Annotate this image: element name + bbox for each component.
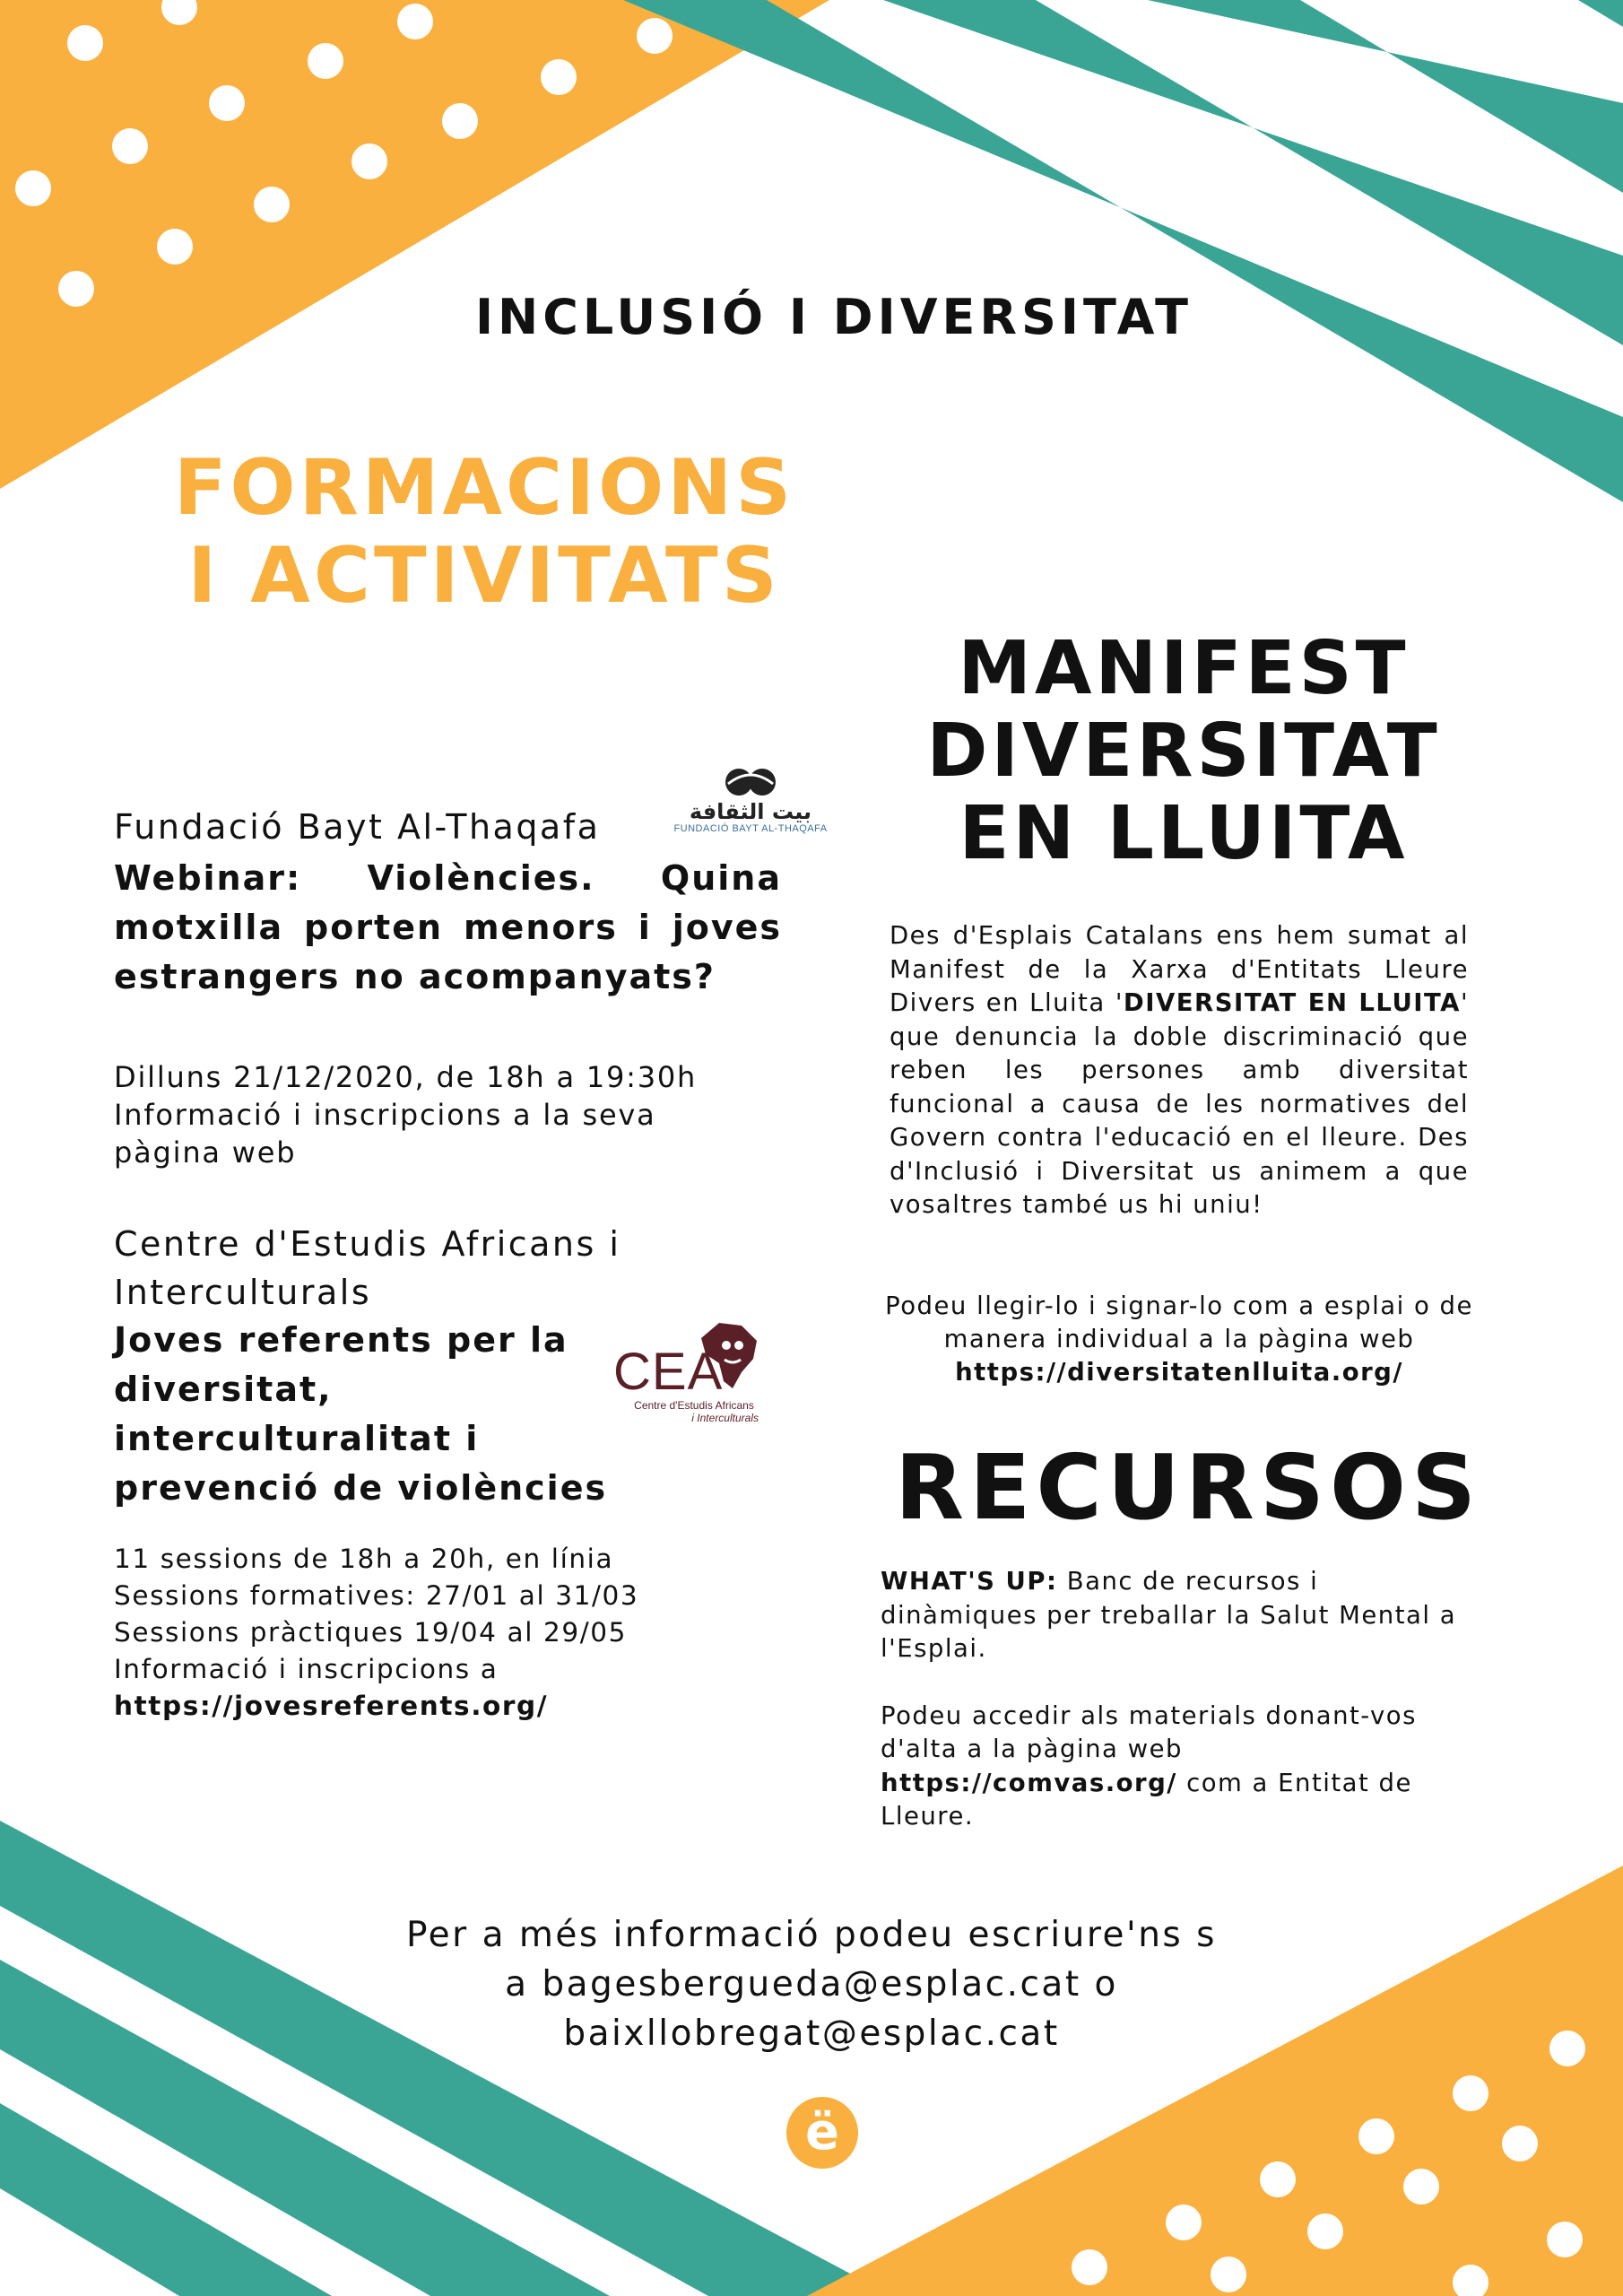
event2-org-line2: Interculturals [114,1273,372,1312]
contact-info [0,1910,1623,2058]
esplac-logo-icon [786,2097,858,2169]
cea-logo-text: CEA [613,1343,724,1401]
recursos-heading: RECURSOS [895,1435,1481,1540]
recursos-access [881,1700,1472,1834]
spacer [881,1666,1472,1700]
contact-line1: Per a més informació podeu escriure'ns s [406,1915,1217,1955]
event1-info: Informació i inscripcions a la seva pàgina web [114,1098,656,1170]
formacions-line2: I ACTIVITATS [187,531,781,621]
cea-logo-caption [613,1399,775,1424]
manifest-line1: MANIFEST [958,626,1410,711]
cea-logo-caption-line1: Centre d'Estudis Africans [634,1399,754,1412]
logo-caption: FUNDACIÓ BAYT AL-THAQAFA [673,823,828,834]
event1-organization: Fundació Bayt Al-Thaqafa [114,807,601,847]
event2-title-line4: prevenció de violències [114,1468,608,1508]
event2-title-line3: interculturalitat i [114,1419,480,1458]
event2-url-link[interactable]: https://jovesreferents.org/ [114,1691,549,1721]
header-title: INCLUSIÓ I DIVERSITAT [474,289,1193,345]
event1-date: Dilluns 21/12/2020, de 18h a 19:30h [114,1060,698,1094]
manifest-heading [861,628,1506,875]
recursos-description [881,1565,1472,1666]
teal-stripes-top [623,0,1623,502]
manifest-line2: DIVERSITAT [926,709,1441,794]
cea-logo-caption-line2: i Interculturals [691,1412,759,1424]
esplac-logo-glyph: ё [805,2103,839,2161]
manifest-body-bold: DIVERSITAT EN LLUITA [1123,988,1461,1017]
recursos-label: WHAT'S UP: [881,1567,1058,1596]
event2-details [114,1541,759,1725]
recursos-body [881,1565,1472,1834]
event1-details [114,1058,742,1171]
formacions-line1: FORMACIONS [173,443,795,533]
event2-title-line2: diversitat, [114,1370,333,1409]
teal-stripes-bottom [0,1821,892,2296]
event2-org-line1: Centre d'Estudis Africans i [114,1224,621,1264]
event2-sessions: 11 sessions de 18h a 20h, en línia [114,1544,614,1574]
event2-practiques: Sessions pràctiques 19/04 al 29/05 [114,1617,627,1648]
recursos-desc: Banc de recursos i dinàmiques per treballar la Salut Mental a l'Esplai. [881,1567,1457,1663]
manifest-body-pre: Des d'Esplais Catalans ens hem sumat al Manifest de la Xarxa d'Entitats Lleure Divers en Lluita ' [890,921,1469,1017]
event2-info: Informació i inscripcions a [114,1654,499,1684]
manifest-body-post: ' que denuncia la doble discriminació que reben les persones amb diversitat funcional a causa de les normatives del Govern contra l'educació en el lleure. Des d'Inclusió i Diversitat us animem a que vosaltres també us hi uniu! [890,988,1469,1219]
manifest-line3: EN LLUITA [959,791,1409,876]
event1-title: Webinar: Violències. Quina motxilla porten menors i joves estrangers no acompanyats? [114,858,782,996]
event2-formatives: Sessions formatives: 27/01 al 31/03 [114,1580,639,1611]
event2-title-line1: Joves referents per la [114,1320,568,1360]
contact-line2[interactable]: a bagesbergueda@esplac.cat o [505,1964,1118,2005]
logo-emblem-icon [719,764,782,800]
manifest-sign-text: Podeu llegir-lo i signar-lo com a esplai o de manera individual a la pàgina web [885,1292,1473,1353]
recursos-access-text: Podeu accedir als materials donant-vos d'alta a la pàgina web [881,1700,1417,1763]
manifest-body [890,919,1469,1222]
cea-logo [612,1317,773,1429]
contact-line3[interactable]: baixllobregat@esplac.cat [563,2013,1060,2054]
logo-arabic-text: بيت الثقافة [689,799,812,824]
manifest-url-link[interactable]: https://diversitatenlluita.org/ [955,1358,1403,1387]
recursos-url-link[interactable]: https://comvas.org/ [881,1768,1177,1797]
recursos-access-post: com a Entitat de Lleure. [881,1768,1412,1831]
orange-triangle-top [0,0,829,489]
event2-title [114,1316,616,1513]
formacions-heading [99,444,870,620]
bayt-al-thaqafa-logo [673,764,828,834]
event2-organization [114,1220,795,1317]
manifest-sign [874,1290,1484,1389]
